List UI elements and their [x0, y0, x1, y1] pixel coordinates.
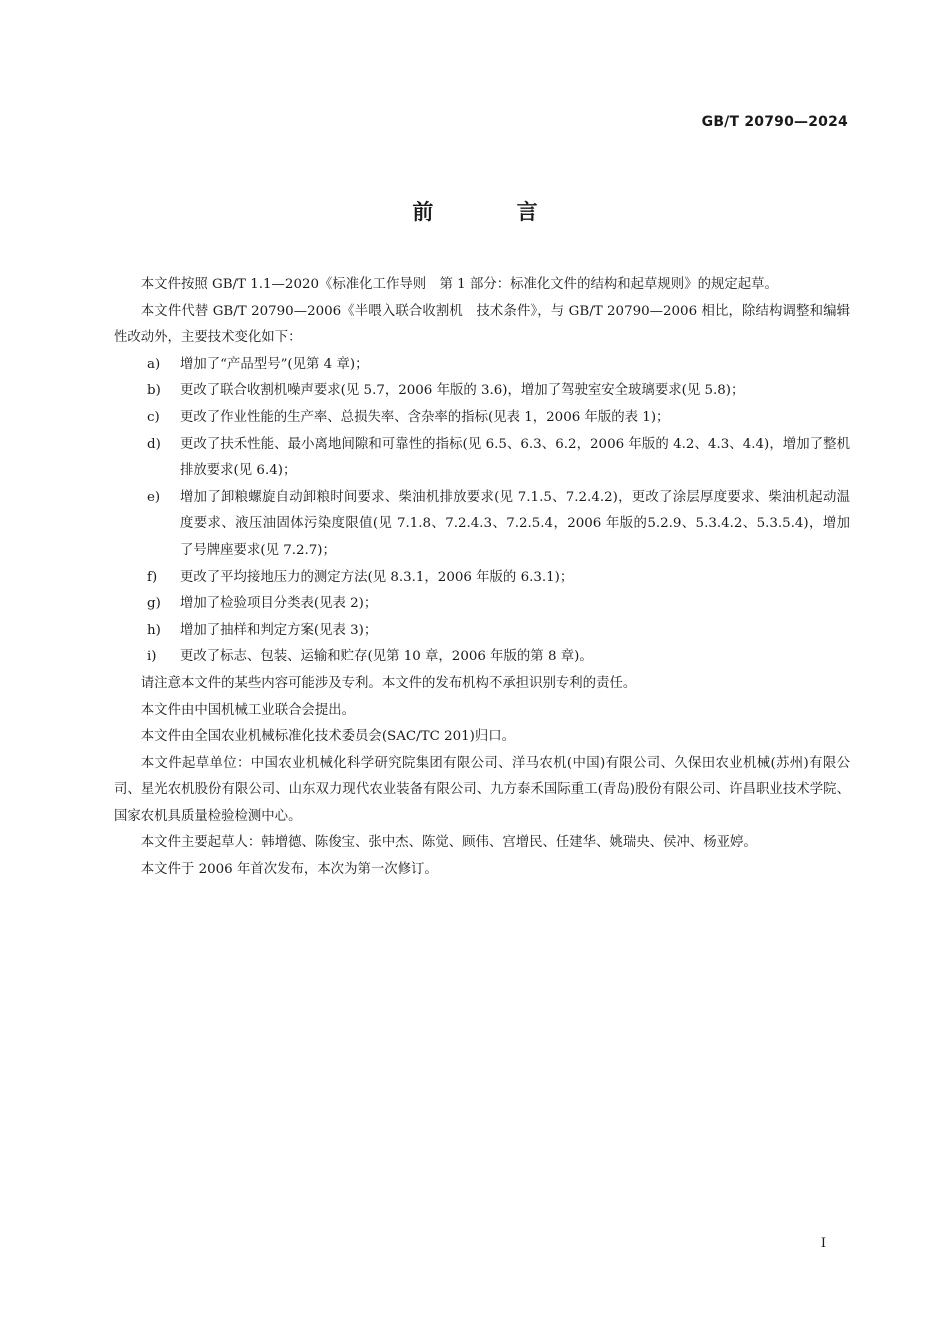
- list-marker: h): [147, 622, 161, 638]
- list-marker: b): [147, 383, 161, 399]
- list-item: [114, 485, 850, 565]
- list-marker: e): [147, 489, 161, 505]
- document-code: GB/T 20790—2024: [701, 114, 848, 130]
- list-marker: d): [147, 436, 161, 452]
- list-marker: i): [147, 649, 157, 665]
- list-item-text: 增加了卸粮螺旋自动卸粮时间要求、柴油机排放要求(见 7.1.5、7.2.4.2)，更改了涂层厚度要求、柴油机起动温度要求、液压油固体污染度限值(见 7.1.8、7.2.4.3、7.2.5.4，2006 年版的5.2.9、5.3.4.2、5.3.5.4)，增加了号牌座要求(见 7.2.7)；: [180, 489, 850, 558]
- list-marker: g): [147, 596, 161, 612]
- list-item: [114, 618, 850, 645]
- list-item-text: 增加了抽样和判定方案(见表 3)；: [180, 622, 378, 638]
- paragraph-drafting-rules: 本文件按照 GB/T 1.1—2020《标准化工作导则 第 1 部分：标准化文件的结构和起草规则》的规定起草。: [140, 277, 778, 292]
- paragraph-proposed-by: 本文件由中国机械工业联合会提出。: [140, 702, 356, 718]
- paragraph-replaces: 本文件代替 GB/T 20790—2006《半喂入联合收割机 技术条件》，与 GB/T 20790—2006 相比，除结构调整和编辑性改动外，主要技术变化如下：: [114, 303, 850, 346]
- list-item: [114, 405, 850, 432]
- technical-changes-list: [114, 352, 850, 671]
- list-item: [114, 644, 850, 671]
- list-item: [114, 432, 850, 485]
- list-item-text: 更改了作业性能的生产率、总损失率、含杂率的指标(见表 1，2006 年版的表 1)；: [180, 409, 670, 425]
- paragraph-drafters: 本文件主要起草人：韩增德、陈俊宝、张中杰、陈觉、顾伟、宫增民、任建华、姚瑞央、侯冲、杨亚婷。: [140, 835, 757, 851]
- paragraph-patent-notice: 请注意本文件的某些内容可能涉及专利。本文件的发布机构不承担识别专利的责任。: [140, 675, 637, 691]
- page-title: 前 言: [412, 200, 576, 224]
- list-marker: c): [147, 409, 160, 425]
- list-item-text: 增加了检验项目分类表(见表 2)；: [180, 596, 378, 612]
- list-item-text: 更改了联合收割机噪声要求(见 5.7，2006 年版的 3.6)，增加了驾驶室安全玻璃要求(见 5.8)；: [180, 383, 745, 399]
- list-item: [114, 352, 850, 379]
- paragraph-publication-history: 本文件于 2006 年首次发布，本次为第一次修订。: [140, 862, 438, 878]
- list-item: [114, 591, 850, 618]
- list-item-text: 更改了扶禾性能、最小离地间隙和可靠性的指标(见 6.5、6.3、6.2，2006 年版的 4.2、4.3、4.4)，增加了整机排放要求(见 6.4)；: [180, 436, 850, 479]
- list-item: [114, 565, 850, 592]
- paragraph-drafting-organizations: 本文件起草单位：中国农业机械化科学研究院集团有限公司、洋马农机(中国)有限公司、久保田农业机械(苏州)有限公司、星光农机股份有限公司、山东双力现代农业装备有限公司、九方泰禾国际重工(青岛)股份有限公司、许昌职业技术学院、国家农机具质量检验检测中心。: [114, 755, 850, 824]
- page-number: I: [820, 1236, 826, 1251]
- list-item-text: 增加了“产品型号”(见第 4 章)；: [180, 356, 369, 372]
- list-marker: f): [147, 569, 158, 585]
- list-item: [114, 378, 850, 405]
- foreword-body: [114, 272, 850, 884]
- list-item-text: 更改了平均接地压力的测定方法(见 8.3.1，2006 年版的 6.3.1)；: [180, 569, 574, 585]
- list-marker: a): [147, 356, 161, 372]
- paragraph-technical-committee: 本文件由全国农业机械标准化技术委员会(SAC/TC 201)归口。: [140, 729, 516, 745]
- list-item-text: 更改了标志、包装、运输和贮存(见第 10 章，2006 年版的第 8 章)。: [180, 649, 593, 665]
